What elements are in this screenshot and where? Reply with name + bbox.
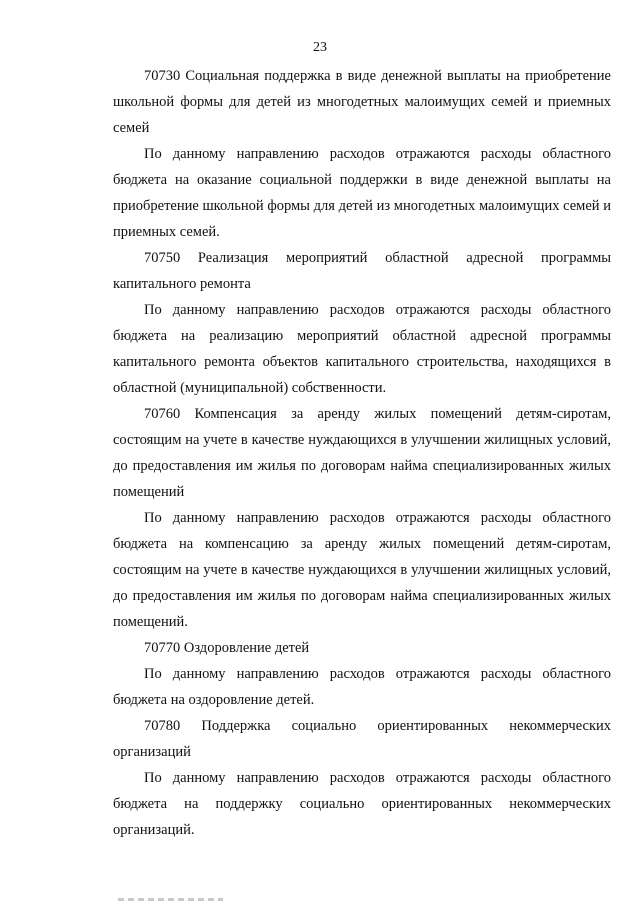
paragraph-70770: По данному направлению расходов отражаются расходы областного бюджета на оздоровление детей.	[113, 666, 611, 708]
paragraph-70760: По данному направлению расходов отражаются расходы областного бюджета на компенсацию за аренду жилых помещений детям-сиротам, состоящим на учете в качестве нуждающихся в улучшении жилищных условий, до предоставления им жилья по договорам найма специализированных жилых помещений.	[113, 510, 611, 630]
section-heading-70760: 70760 Компенсация за аренду жилых помещений детям-сиротам, состоящим на учете в качестве нуждающихся в улучшении жилищных условий, до предоставления им жилья по договорам найма специализированных жилых помещений	[113, 406, 611, 500]
document-body	[113, 63, 611, 843]
paragraph-70750: По данному направлению расходов отражаются расходы областного бюджета на реализацию мероприятий областной адресной программы капитального ремонта объектов капитального строительства, находящихся в областной (муниципальной) собственности.	[113, 302, 611, 396]
paragraph-70780: По данному направлению расходов отражаются расходы областного бюджета на поддержку социально ориентированных некоммерческих организаций.	[113, 770, 611, 838]
section-heading-70780: 70780 Поддержка социально ориентированных некоммерческих организаций	[113, 718, 611, 760]
section-heading-70730: 70730 Социальная поддержка в виде денежной выплаты на приобретение школьной формы для детей из многодетных малоимущих семей и приемных семей	[113, 68, 611, 136]
scan-artifact-line	[118, 898, 223, 901]
section-heading-70750: 70750 Реализация мероприятий областной адресной программы капитального ремонта	[113, 250, 611, 292]
page-number: 23	[313, 40, 327, 55]
paragraph-70730: По данному направлению расходов отражаются расходы областного бюджета на оказание социальной поддержки в виде денежной выплаты на приобретение школьной формы для детей из многодетных малоимущих семей и приемных семей.	[113, 146, 611, 240]
section-heading-70770: 70770 Оздоровление детей	[144, 640, 310, 656]
